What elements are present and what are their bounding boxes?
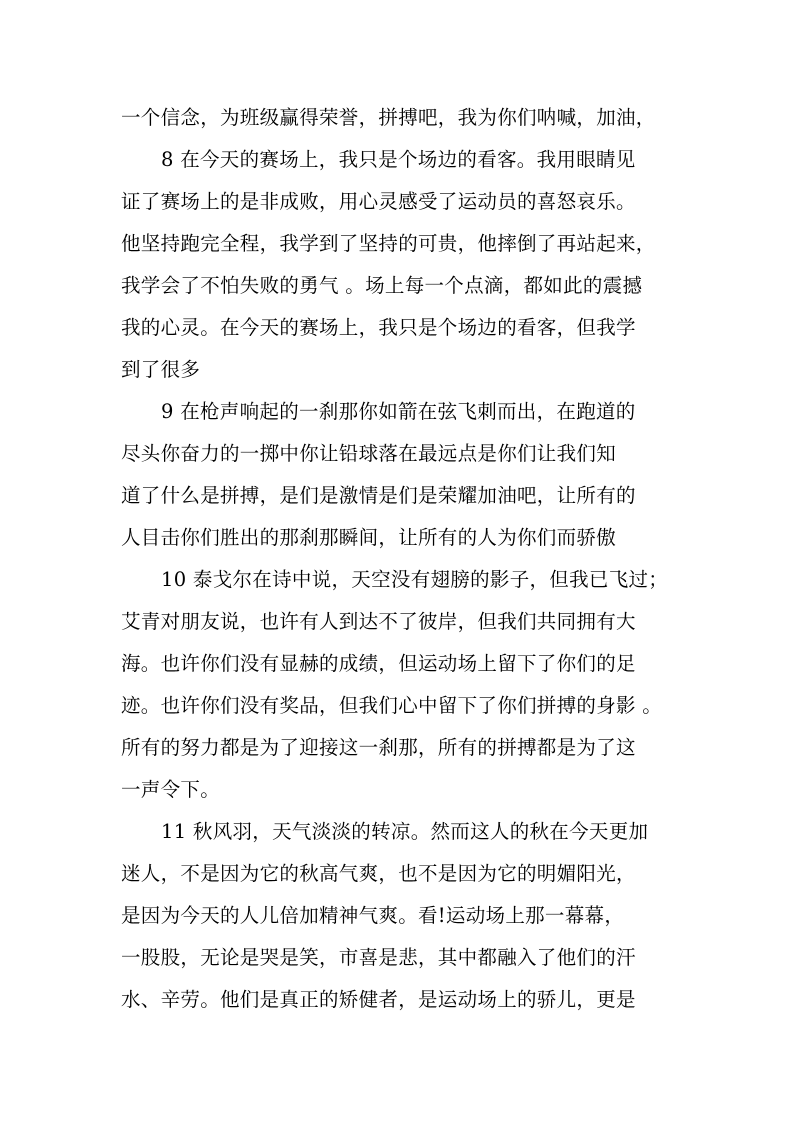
text-line: 是因为今天的人儿倍加精神气爽。看!运动场上那一幕幕， [121,904,625,927]
text-line: 海。也许你们没有显赫的成绩，但运动场上留下了你们的足 [121,652,636,675]
paragraph-8-start: 8 在今天的赛场上，我只是个场边的看客。我用眼睛见 [161,148,636,171]
text-line: 他坚持跑完全程，我学到了坚持的可贵，他摔倒了再站起来， [121,232,656,255]
text-line: 一个信念，为班级赢得荣誉，拼搏吧，我为你们呐喊，加油， [121,106,656,129]
text-line: 我的心灵。在今天的赛场上，我只是个场边的看客，但我学 [121,316,636,339]
text-line: 到了很多 [121,358,201,381]
text-line: 尽头你奋力的一掷中你让铅球落在最远点是你们让我们知 [121,442,617,465]
text-line: 艾青对朋友说，也许有人到达不了彼岸，但我们共同拥有大 [121,610,636,633]
text-line: 证了赛场上的是非成败，用心灵感受了运动员的喜怒哀乐。 [121,190,636,213]
paragraph-10-start: 10 泰戈尔在诗中说，天空没有翅膀的影子，但我已飞过； [161,568,669,591]
paragraph-11-start: 11 秋风羽，天气淡淡的转凉。然而这人的秋在今天更加 [161,820,649,843]
text-line: 迷人，不是因为它的秋高气爽，也不是因为它的明媚阳光， [121,862,636,885]
text-line: 一声令下。 [121,778,221,801]
text-line: 我学会了不怕失败的勇气 。场上每一个点滴，都如此的震撼 [121,274,643,297]
text-line: 水、辛劳。他们是真正的矫健者，是运动场上的骄儿，更是 [121,988,636,1011]
text-line: 迹。也许你们没有奖品，但我们心中留下了你们拼搏的身影 。 [121,694,663,717]
text-line: 一股股，无论是哭是笑，市喜是悲，其中都融入了他们的汗 [121,946,636,969]
text-line: 所有的努力都是为了迎接这一刹那，所有的拼搏都是为了这 [121,736,636,759]
text-line: 人目击你们胜出的那刹那瞬间，让所有的人为你们而骄傲 [121,526,617,549]
paragraph-9-start: 9 在枪声响起的一刹那你如箭在弦飞刺而出，在跑道的 [161,400,636,423]
text-line: 道了什么是拼搏，是们是激情是们是荣耀加油吧，让所有的 [121,484,636,507]
